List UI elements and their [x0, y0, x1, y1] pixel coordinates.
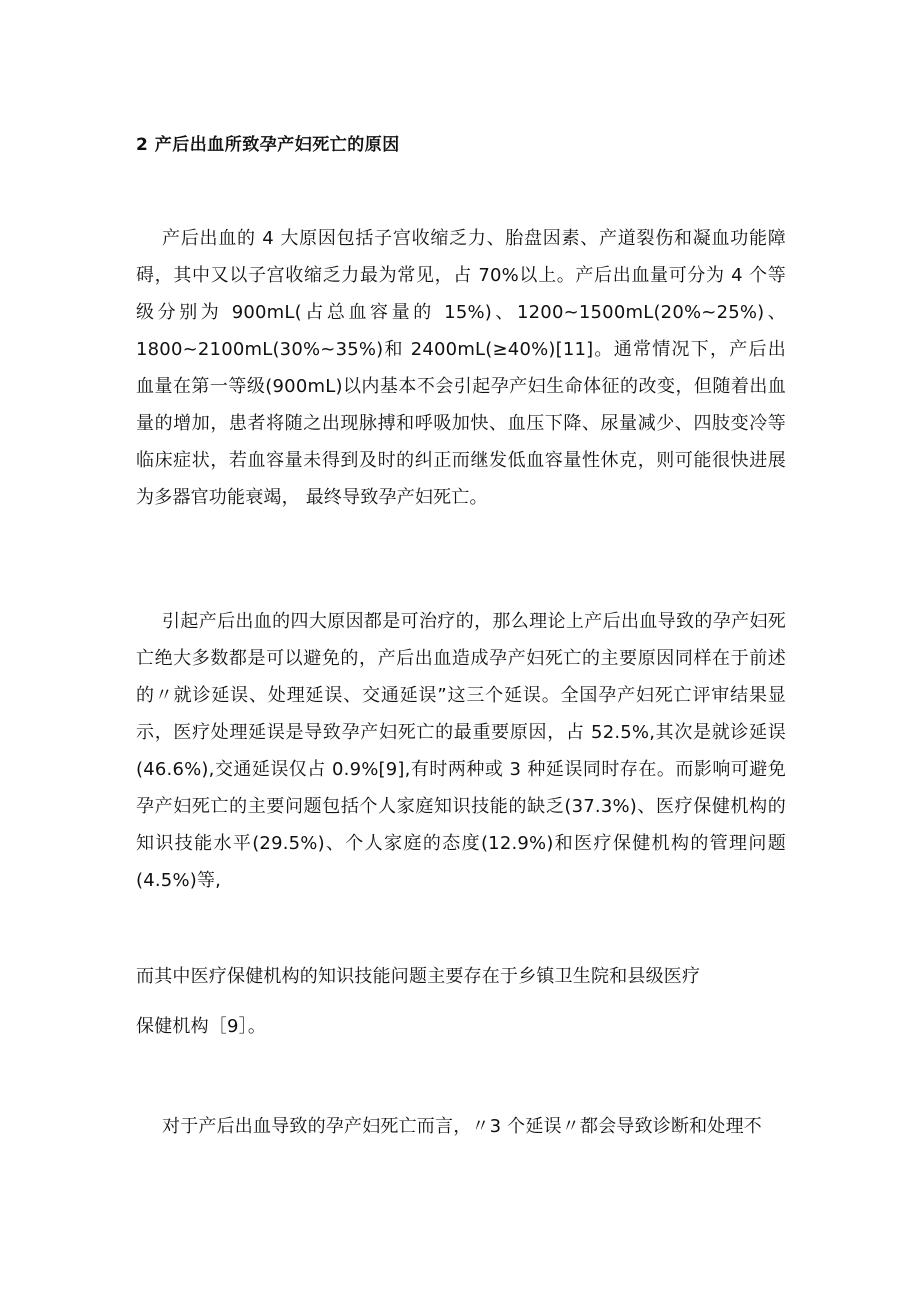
paragraph-three-delays: 对于产后出血导致的孕产妇死亡而言，〃3 个延误〃都会导致诊断和处理不 [162, 1116, 762, 1137]
paragraph-delays: 引起产后出血的四大原因都是可治疗的，那么理论上产后出血导致的孕产妇死亡绝大多数都是可以避免的，产后出血造成孕产妇死亡的主要原因同样在于前述的〃就诊延误、处理延误、交通延误”这三个延误。全国孕产妇死亡评审结果显示，医疗处理延误是导致孕产妇死亡的最重要原因，占 52.5%,其次是就诊延误(46.6%),交通延误仅占 0.9%[9],有时两种或 3 种延误同时存在。而影响可避免孕产妇死亡的主要问题包括个人家庭知识技能的缺乏(37.3%)、医疗保健机构的知识技能水平(29.5%)、个人家庭的态度(12.9%)和医疗保健机构的管理问题(4.5%)等, [136, 611, 786, 891]
text-line-citation: 保健机构［9］。 [136, 1016, 267, 1037]
section-heading: 2 产后出血所致孕产妇死亡的原因 [136, 135, 400, 155]
text-line-knowledge-issues: 而其中医疗保健机构的知识技能问题主要存在于乡镇卫生院和县级医疗 [136, 966, 701, 987]
paragraph-causes: 产后出血的 4 大原因包括子宫收缩乏力、胎盘因素、产道裂伤和凝血功能障碍，其中又以子宫收缩乏力最为常见，占 70%以上。产后出血量可分为 4 个等级分别为 900mL(占总血容量的 15%)、1200~1500mL(20%~25%)、1800~2100mL(30%~35%)和 2400mL(≥40%)[11]。通常情况下，产后出血量在第一等级(900mL)以内基本不会引起孕产妇生命体征的改变，但随着出血量的增加，患者将随之出现脉搏和呼吸加快、血压下降、尿量减少、四肢变冷等临床症状，若血容量未得到及时的纠正而继发低血容量性休克，则可能很快进展为多器官功能衰竭， 最终导致孕产妇死亡。 [136, 228, 786, 508]
